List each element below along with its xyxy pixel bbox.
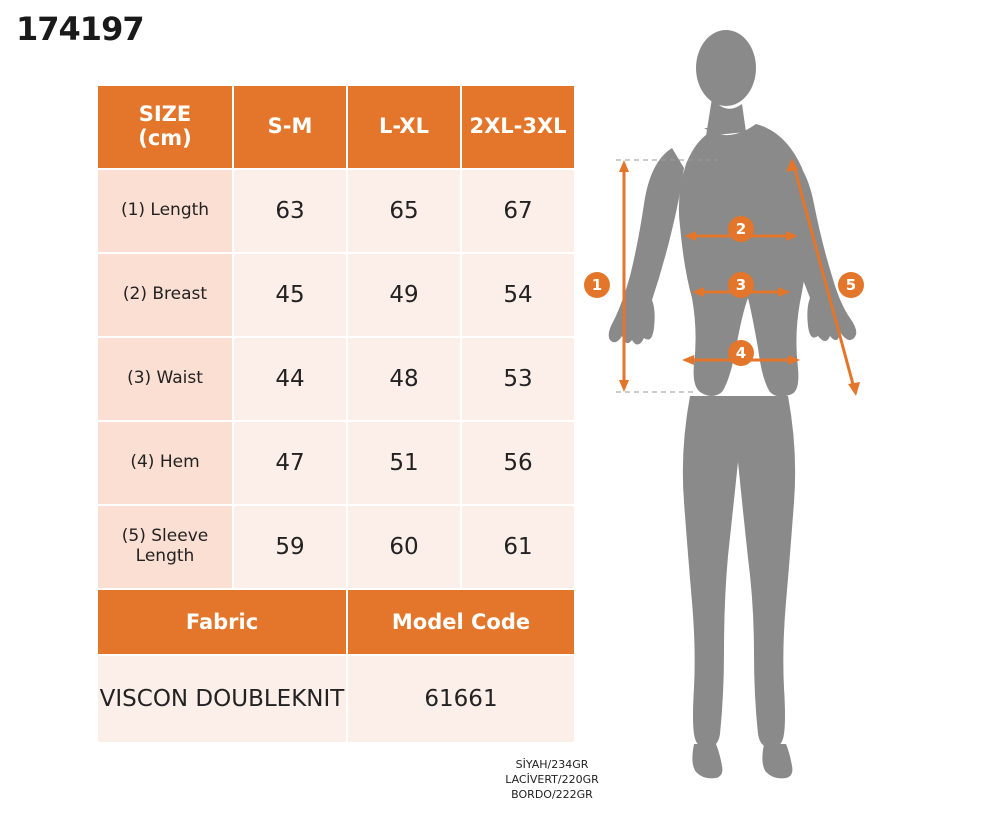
row-label-hem: (4) Hem — [97, 421, 233, 505]
cell-length-2xl3xl: 67 — [461, 169, 575, 253]
footer-header-fabric: Fabric — [97, 589, 347, 655]
cell-waist-2xl3xl: 53 — [461, 337, 575, 421]
cell-hem-lxl: 51 — [347, 421, 461, 505]
column-header-size-line2: (cm) — [138, 126, 192, 150]
badge-2: 2 — [728, 216, 754, 242]
table-row — [97, 505, 575, 589]
fabric-note-line-1: SİYAH/234GR — [515, 758, 589, 771]
cell-sleeve-sm: 59 — [233, 505, 347, 589]
table-row — [97, 253, 575, 337]
badge-4: 4 — [728, 340, 754, 366]
column-header-2xl3xl: 2XL-3XL — [461, 85, 575, 169]
page-title: 174197 — [16, 10, 144, 48]
fabric-note-line-2: LACİVERT/220GR — [505, 772, 599, 786]
cell-sleeve-lxl: 60 — [347, 505, 461, 589]
table-row — [97, 169, 575, 253]
footer-value-model-code: 61661 — [347, 655, 575, 743]
table-row — [97, 337, 575, 421]
badge-5: 5 — [838, 272, 864, 298]
cell-waist-sm: 44 — [233, 337, 347, 421]
measurement-figure — [586, 20, 986, 800]
size-chart-table — [96, 84, 576, 744]
footer-value-fabric: VISCON DOUBLEKNIT — [97, 655, 347, 743]
table-footer-header-row — [97, 589, 575, 655]
cell-length-sm: 63 — [233, 169, 347, 253]
column-header-size — [97, 85, 233, 169]
table-footer-row — [97, 655, 575, 743]
badge-1: 1 — [584, 272, 610, 298]
body-silhouette-icon — [609, 30, 857, 778]
row-label-waist: (3) Waist — [97, 337, 233, 421]
cell-hem-sm: 47 — [233, 421, 347, 505]
cell-breast-2xl3xl: 54 — [461, 253, 575, 337]
footer-header-model-code: Model Code — [347, 589, 575, 655]
column-header-sm: S-M — [233, 85, 347, 169]
badge-3: 3 — [728, 272, 754, 298]
cell-breast-sm: 45 — [233, 253, 347, 337]
cell-waist-lxl: 48 — [347, 337, 461, 421]
table-row — [97, 421, 575, 505]
cell-breast-lxl: 49 — [347, 253, 461, 337]
column-header-size-line1: SIZE — [138, 102, 192, 127]
cell-sleeve-2xl3xl: 61 — [461, 505, 575, 589]
cell-hem-2xl3xl: 56 — [461, 421, 575, 505]
table-header-row — [97, 85, 575, 169]
row-label-sleeve-length: (5) Sleeve Length — [97, 505, 233, 589]
row-label-length: (1) Length — [97, 169, 233, 253]
column-header-lxl: L-XL — [347, 85, 461, 169]
cell-length-lxl: 65 — [347, 169, 461, 253]
fabric-note-line-3: BORDO/222GR — [511, 787, 593, 801]
row-label-breast: (2) Breast — [97, 253, 233, 337]
female-body-diagram — [586, 20, 986, 800]
